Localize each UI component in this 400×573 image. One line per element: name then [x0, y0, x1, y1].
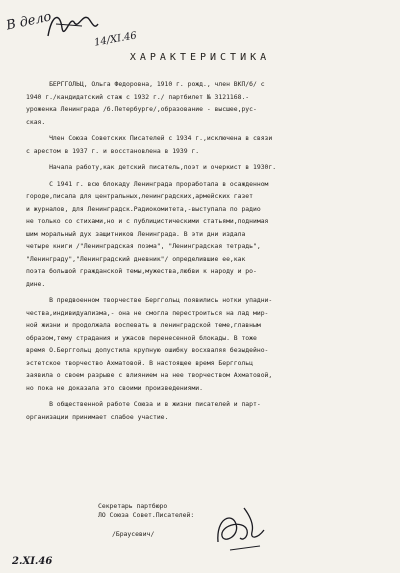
body-line: время О.Берггольц допустила крупную ошибку восхваляя безыдейно-	[26, 346, 269, 354]
body-line: шим моральный дух защитников Ленинграда. В эти дни издала	[26, 229, 246, 238]
signatory-organization: ЛО Союза Совет.Писателей:	[98, 511, 195, 519]
signatory-title: Секретарь партбюро	[98, 502, 168, 510]
body-line: В общественной работе Союза и в жизни писателей и парт-	[26, 400, 261, 408]
body-line: городе,писала для центральных,ленинградских,армейских газет	[26, 192, 254, 200]
body-line: заявила о своем разрыве с влиянием на нее творчеством Ахматовой,	[26, 371, 273, 379]
body-line: и журналов, для Ленинградск.Радиокомитета,-выступала по радио	[26, 204, 261, 213]
signature-bottom	[210, 498, 270, 558]
body-line: Член Союза Советских Писателей с 1934 г.,исключена в связи	[26, 134, 273, 142]
body-line: ной жизни и продолжала воспевать в ленинградской теме,главным	[26, 321, 261, 329]
body-line: В предвоенном творчестве Берггольц появились нотки упадни-	[26, 296, 273, 304]
body-line: эстетское творчество Ахматовой. В настоящее время Берггольц	[26, 358, 254, 367]
body-line: уроженка Ленинграда /б.Петербурге/,образование - высшее,рус-	[26, 105, 257, 113]
document-title: ХАРАКТЕРИСТИКА	[129, 52, 271, 63]
body-line: чества,индивидуализма,- она не смогла перестроиться на лад мир-	[26, 308, 269, 317]
body-line: с арестом в 1937 г. и восстановлена в 1939 г.	[26, 146, 200, 155]
body-line: 1940 г./кандидатский стаж с 1932 г./ партбилет № 3121168.-	[26, 92, 250, 101]
body-line: дине.	[26, 279, 46, 288]
body-line: С 1941 г. всю блокаду Ленинграда проработала в осажденном	[26, 179, 269, 188]
handwritten-date-bottom: 2.XI.46	[12, 556, 53, 567]
body-line: не только со стихами,но и с публицистическими статьями,поднимая	[26, 217, 269, 225]
handwritten-date: 14/XI.46	[93, 30, 138, 49]
body-line: но пока не доказала это своими произведениями.	[26, 383, 203, 392]
body-line: "Ленинграду","Ленинградский дневник"/ определившие ее,как	[26, 254, 246, 263]
body-line: Начала работу,как детский писатель,поэт и очеркист в 1930г.	[26, 163, 277, 171]
body-line: БЕРГГОЛЬЦ, Ольга Федоровна, 1910 г. рожд., член ВКП/б/ с	[26, 80, 265, 88]
body-line: поэта большой гражданской темы,мужества,любви к народу и ро-	[26, 267, 257, 275]
body-line: образом,тему страдания и ужасов перенесенной блокады. В тоже	[26, 333, 257, 342]
body-line: ская.	[26, 117, 46, 126]
signatory-name: /Браусевич/	[112, 530, 155, 538]
handwritten-note: В дело	[4, 9, 53, 34]
body-line: организации принимает слабое участие.	[26, 412, 169, 421]
body-line: четыре книги /"Ленинградская поэма", "Ленинградская тетрадь",	[26, 242, 261, 250]
